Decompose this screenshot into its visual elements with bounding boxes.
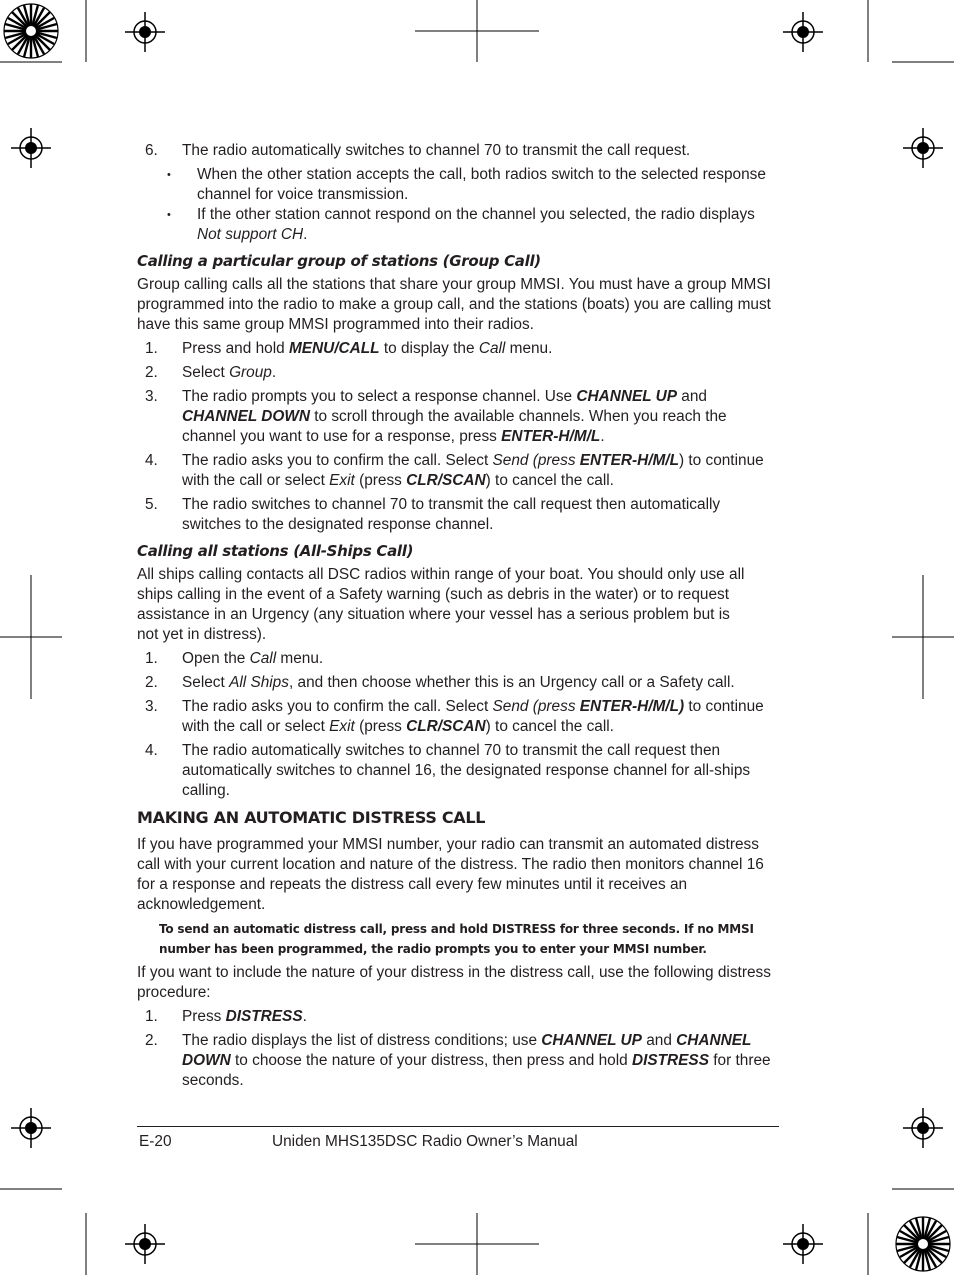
distress-intro-2: If you want to include the nature of your distress in the distress call, use the following distress procedure: [137, 964, 771, 1001]
page-content [137, 141, 781, 1095]
step-text: Open the Call menu. [182, 650, 324, 667]
step-6 [137, 141, 781, 161]
step-number: 5. [145, 496, 158, 513]
group-step-4 [137, 451, 781, 491]
step-number: 2. [145, 1032, 158, 1049]
distress-heading: MAKING AN AUTOMATIC DISTRESS CALL [137, 808, 486, 827]
bullet-text: If the other station cannot respond on the channel you selected, the radio displays Not support CH. [197, 206, 755, 243]
step-number: 6. [145, 142, 158, 159]
group-step-5 [137, 495, 781, 535]
step-text: The radio displays the list of distress conditions; use CHANNEL UP and CHANNEL DOWN to choose the nature of your distress, then press and hold DISTRESS for three seconds. [182, 1032, 771, 1089]
page-number: E-20 [139, 1133, 172, 1150]
step-number: 4. [145, 452, 158, 469]
bullet-glyph: • [167, 209, 171, 221]
step-text: The radio automatically switches to channel 70 to transmit the call request. [182, 142, 691, 159]
all-ships-intro: All ships calling contacts all DSC radios within range of your boat. You should only use all ships calling in the event of a Safety warning (such as debris in the water) or to request assistance in an Urgency (any situation where your vessel has a serious problem but is not yet in distress). [137, 566, 745, 643]
all-ships-step-4 [137, 741, 781, 801]
distress-intro: If you have programmed your MMSI number, your radio can transmit an automated distress call with your current location and nature of the distress. The radio then monitors channel 16 for a response and repeats the distress call every few minutes until it receives an acknowledgement. [137, 836, 764, 913]
step-text: Press and hold MENU/CALL to display the Call menu. [182, 340, 553, 357]
group-call-heading: Calling a particular group of stations (Group Call) [137, 252, 541, 270]
all-ships-heading: Calling all stations (All-Ships Call) [137, 542, 414, 560]
bullet-glyph: • [167, 169, 171, 181]
distress-note: To send an automatic distress call, press and hold DISTRESS for three seconds. If no MMSI number has been programmed, the radio prompts you to enter your MMSI number. [159, 922, 754, 956]
manual-title: Uniden MHS135DSC Radio Owner’s Manual [272, 1133, 578, 1150]
page-footer [137, 1126, 779, 1150]
group-step-1 [137, 339, 781, 359]
step-number: 2. [145, 674, 158, 691]
all-ships-step-3 [137, 697, 781, 737]
group-call-intro: Group calling calls all the stations that share your group MMSI. You must have a group MMSI programmed into the radio to make a group call, and the stations (boats) you are calling must have this same group MMSI programmed into their radios. [137, 276, 771, 333]
bullet-text: When the other station accepts the call, both radios switch to the selected response channel for voice transmission. [197, 166, 766, 203]
step-number: 1. [145, 650, 158, 667]
step-number: 2. [145, 364, 158, 381]
all-ships-step-2 [137, 673, 781, 693]
step-text: The radio automatically switches to channel 70 to transmit the call request then automatically switches to channel 16, the designated response channel for all-ships calling. [182, 742, 751, 799]
step-number: 3. [145, 388, 158, 405]
distress-step-2 [137, 1031, 781, 1091]
step-text: The radio asks you to confirm the call. Select Send (press ENTER-H/M/L) to continue with the call or select Exit (press CLR/SCAN) to cancel the call. [182, 452, 764, 489]
step-number: 1. [145, 1008, 158, 1025]
distress-step-1 [137, 1007, 781, 1027]
step-text: The radio prompts you to select a response channel. Use CHANNEL UP and CHANNEL DOWN to scroll through the available channels. When you reach the channel you want to use for a response, press ENTER-H/M/L. [182, 388, 727, 445]
step-number: 4. [145, 742, 158, 759]
step-text: The radio switches to channel 70 to transmit the call request then automatically switches to the designated response channel. [182, 496, 721, 533]
step-text: Select All Ships, and then choose whether this is an Urgency call or a Safety call. [182, 674, 735, 691]
step-number: 3. [145, 698, 158, 715]
bullet-item [137, 205, 781, 245]
bullet-item [137, 165, 781, 205]
all-ships-step-1 [137, 649, 781, 669]
step-text: Press DISTRESS. [182, 1008, 307, 1025]
step-text: The radio asks you to confirm the call. Select Send (press ENTER-H/M/L) to continue with the call or select Exit (press CLR/SCAN) to cancel the call. [182, 698, 764, 735]
step-number: 1. [145, 340, 158, 357]
group-step-2 [137, 363, 781, 383]
step-text: Select Group. [182, 364, 277, 381]
group-step-3 [137, 387, 781, 447]
